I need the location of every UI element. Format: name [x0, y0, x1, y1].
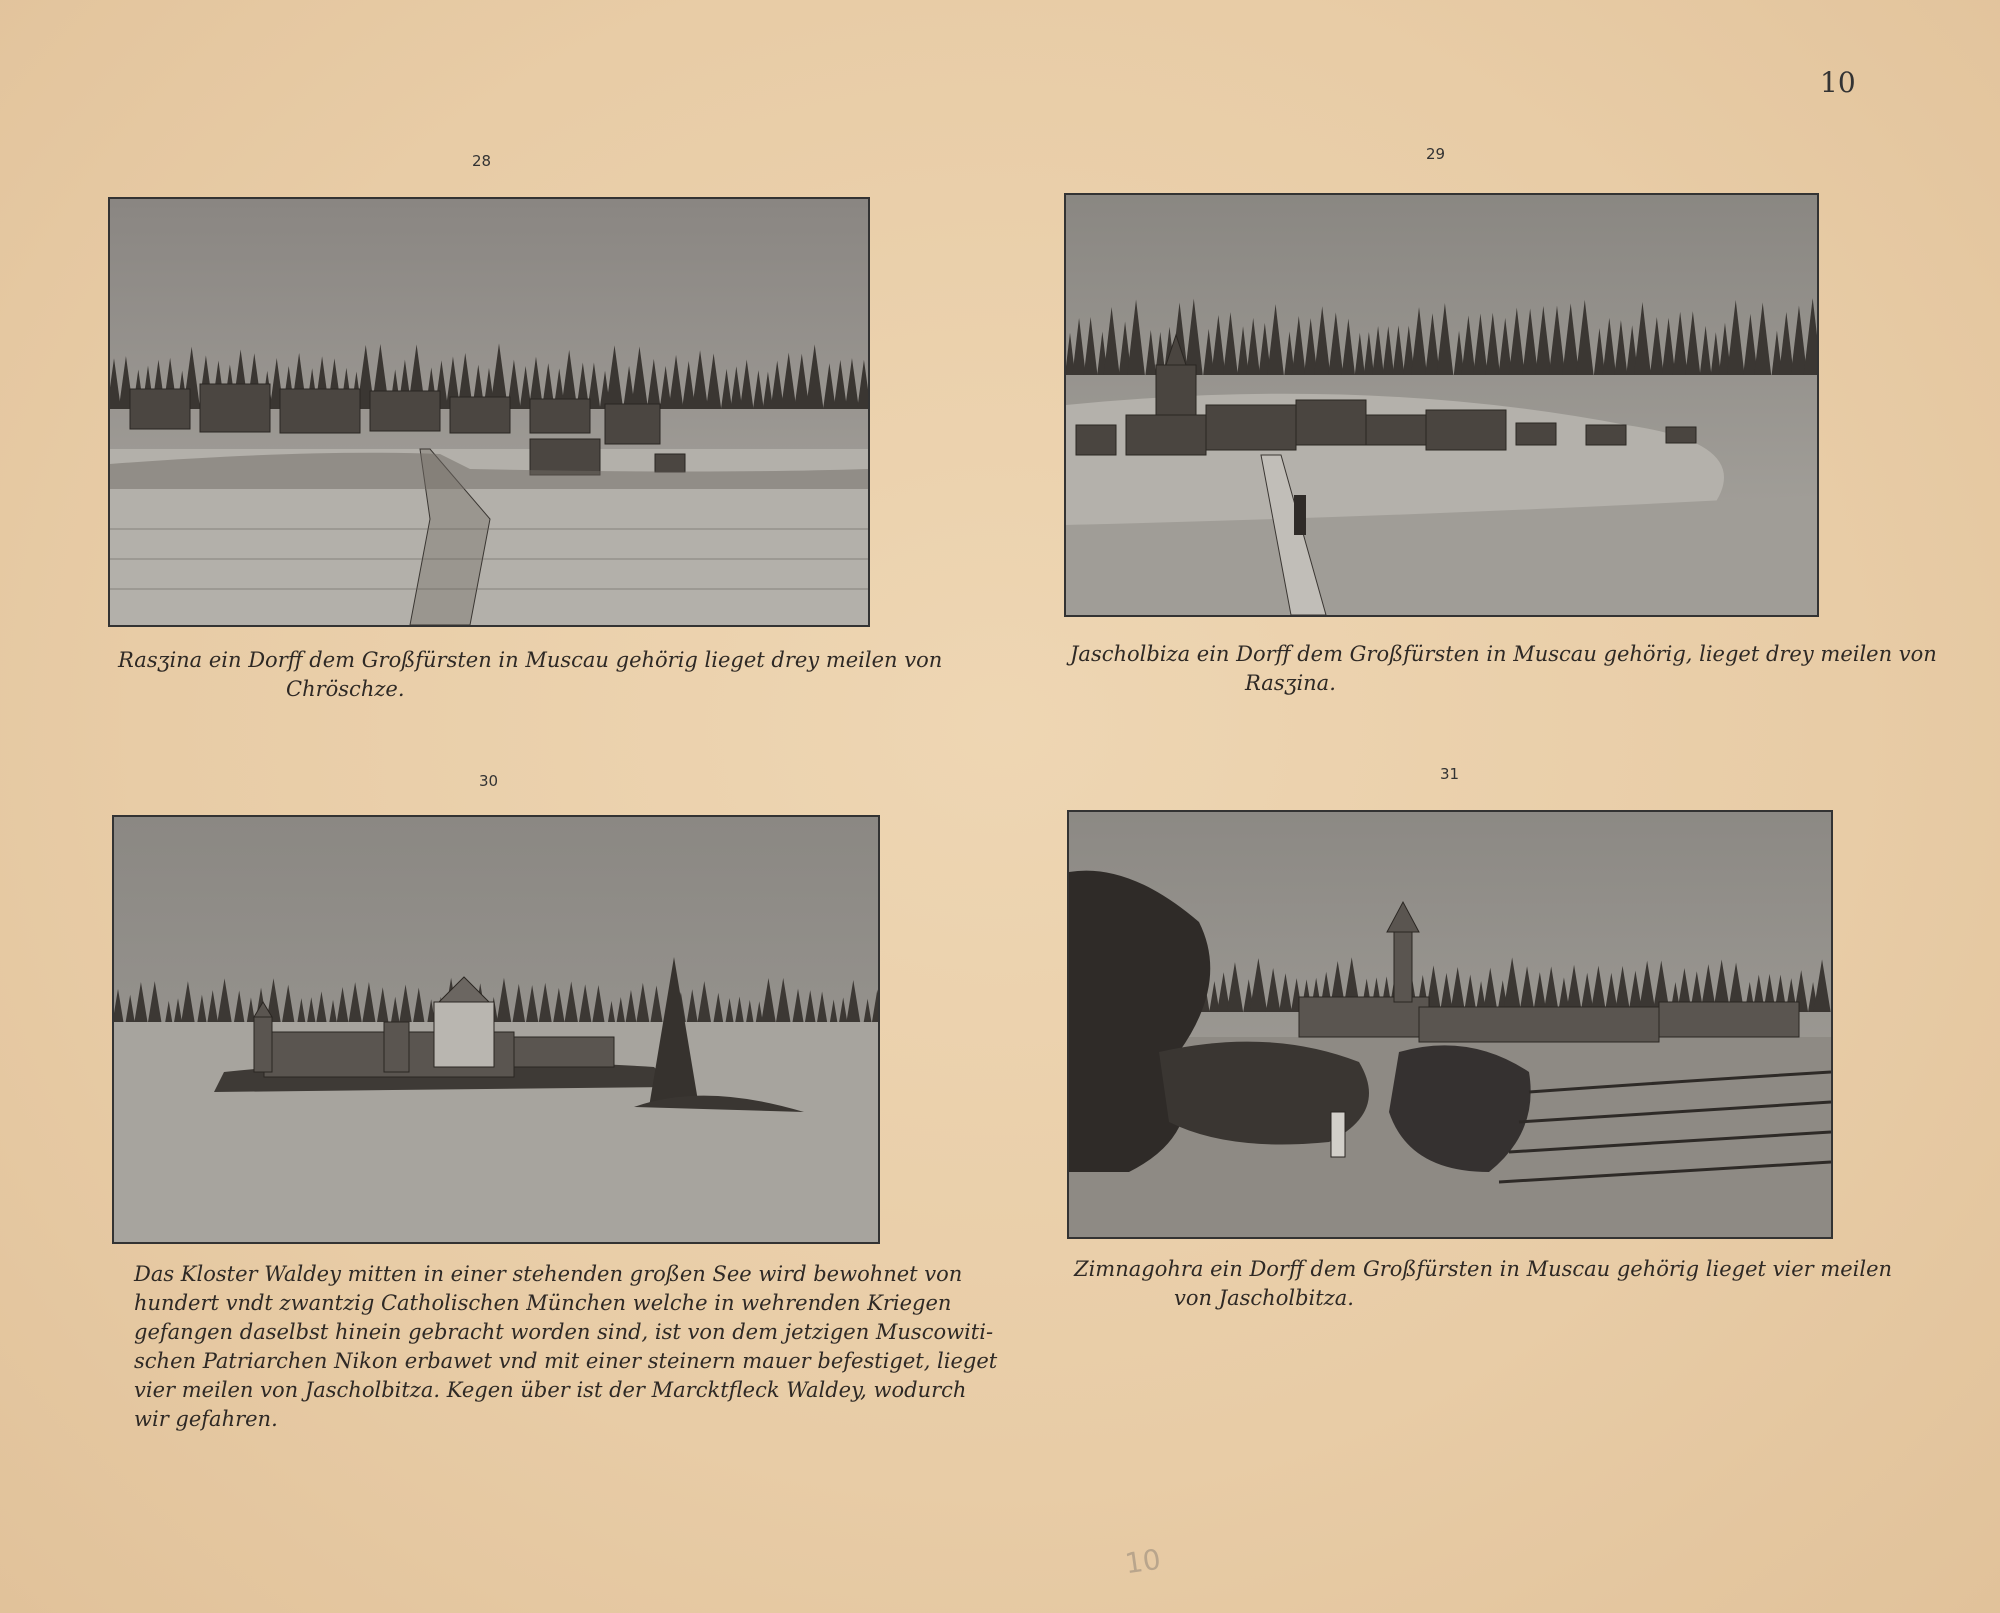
caption-line: gefangen daselbst hinein gebracht worden sind, ist von dem jetzigen Muscowiti-	[134, 1320, 994, 1344]
page-number: 10	[1820, 66, 1856, 99]
plate-31-caption	[1074, 1255, 1892, 1313]
caption-line: schen Patriarchen Nikon erbawet vnd mit einer steinern mauer befestiget, lieget	[134, 1349, 998, 1373]
caption-line: hundert vndt zwantzig Catholischen München welche in wehrenden Kriegen	[134, 1291, 952, 1315]
plate-29-village-jascholbiza	[1064, 193, 1819, 617]
plate-29-illustration	[1066, 195, 1817, 615]
plate-number-31: 31	[1440, 765, 1460, 783]
plate-29-caption	[1070, 640, 1937, 698]
caption-line: Das Kloster Waldey mitten in einer stehenden großen See wird bewohnet von	[134, 1262, 963, 1286]
caption-line: Rasʒina ein Dorff dem Großfürsten in Muscau gehörig lieget drey meilen von	[118, 648, 943, 672]
plate-number-28: 28	[472, 152, 492, 170]
caption-line: Chröschze.	[286, 677, 405, 701]
caption-line: wir gefahren.	[134, 1407, 278, 1431]
plate-30-illustration	[114, 817, 878, 1242]
caption-line: von Jascholbitza.	[1174, 1286, 1354, 1310]
caption-line: vier meilen von Jascholbitza. Kegen über ist der Marcktfleck Waldey, wodurch	[134, 1378, 967, 1402]
plate-number-29: 29	[1426, 145, 1446, 163]
plate-31-illustration	[1069, 812, 1831, 1237]
plate-30-caption	[134, 1260, 997, 1434]
caption-line: Jascholbiza ein Dorff dem Großfürsten in Muscau gehörig, lieget drey meilen von	[1070, 642, 1937, 666]
plate-30-monastery-waldey	[112, 815, 880, 1244]
caption-line: Rasʒina.	[1245, 671, 1336, 695]
plate-28-village-rasʒina	[108, 197, 870, 627]
plate-number-30: 30	[479, 772, 499, 790]
caption-line: Zimnagohra ein Dorff dem Großfürsten in Muscau gehörig lieget vier meilen	[1074, 1257, 1893, 1281]
plate-31-village-zimnagohra	[1067, 810, 1833, 1239]
plate-28-illustration	[110, 199, 868, 625]
plate-28-caption	[118, 646, 942, 704]
pencil-page-mark: 10	[1122, 1542, 1163, 1581]
